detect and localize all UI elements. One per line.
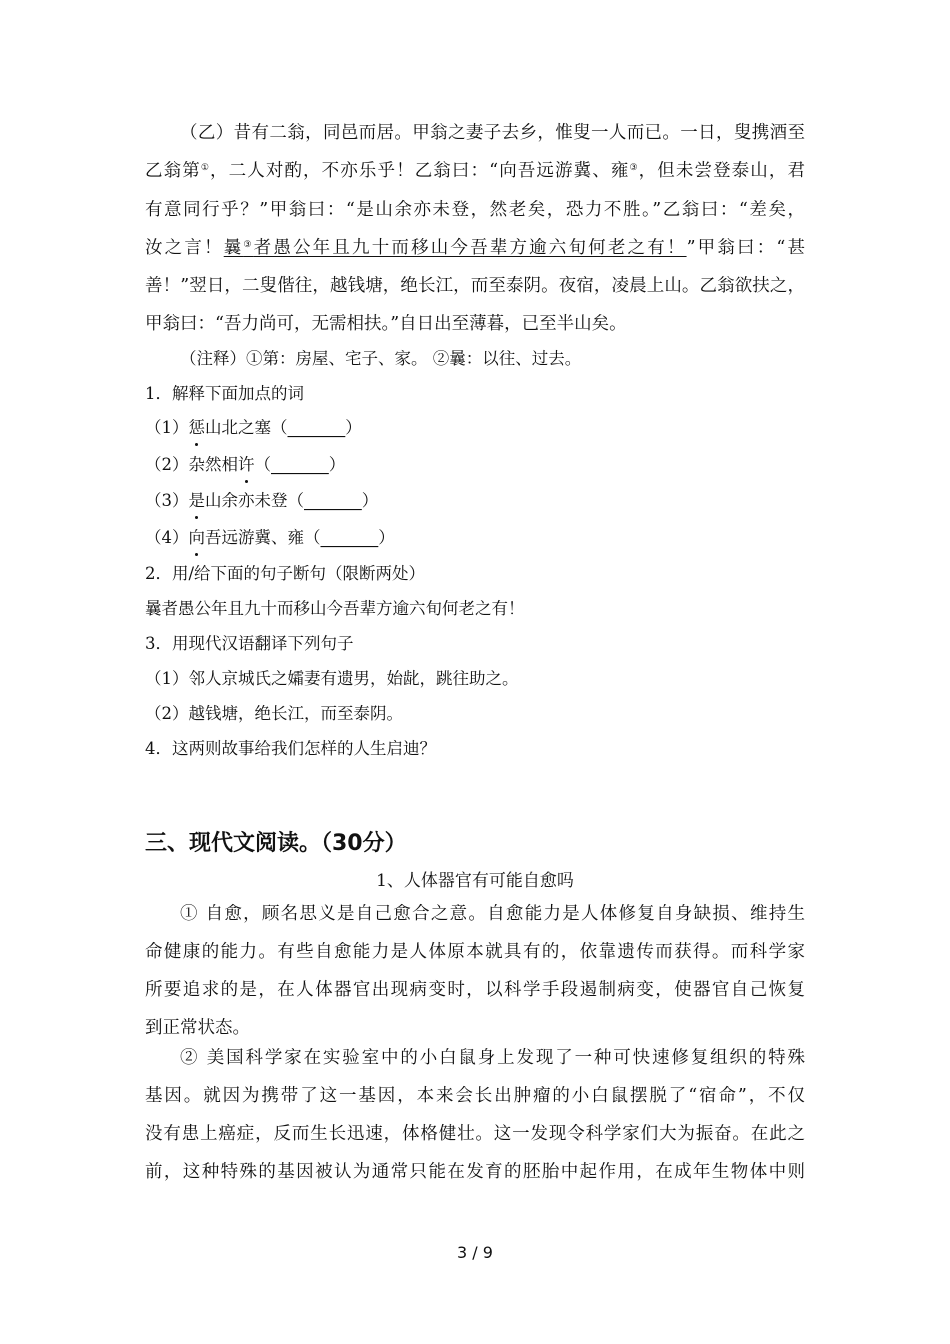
answer-blank[interactable]: _______ <box>287 418 346 437</box>
question-2-text: 曩者愚公年且九十而移山今吾辈方逾六旬何老之有！ <box>145 599 525 618</box>
passage-line: 善！”翌日，二叟偕往，越钱塘，绝长江，而至泰阴。夜宿，凌晨上山。乙翁欲扶之， <box>145 276 805 296</box>
question-1: 1．解释下面加点的词 <box>145 384 304 403</box>
question-2: 2．用/给下面的句子断句（限断两处） <box>145 564 426 583</box>
article-title: 1、人体器官有可能自愈吗 <box>376 871 574 891</box>
question-3-item-1: （1）邻人京城氏之孀妻有遗男，始龀，跳往助之。 <box>145 669 519 688</box>
paragraph-line: 到正常状态。 <box>145 1018 250 1038</box>
paragraph-line: 所要追求的是，在人体器官出现病变时，以科学手段遏制病变，使器官自己恢复 <box>145 980 805 1000</box>
passage-line: 有意同行乎？”甲翁曰：“是山余亦未登，然老矣，恐力不胜。”乙翁曰：“差矣， <box>145 200 805 220</box>
question-3: 3．用现代汉语翻译下列句子 <box>145 634 354 653</box>
paragraph-line: ② 美国科学家在实验室中的小白鼠身上发现了一种可快速修复组织的特殊 <box>180 1048 805 1068</box>
footnote-marker: ③ <box>629 163 639 173</box>
page-number: 3 / 9 <box>457 1243 493 1262</box>
passage-line: 汝之言！曩③者愚公年且九十而移山今吾辈方逾六旬何老之有！”甲翁曰：“甚 <box>145 238 806 258</box>
question-1-item-3: （3）是山余亦未登（_______） <box>145 489 378 513</box>
passage-line: 甲翁曰：“吾力尚可，无需相扶。”自日出至薄暮，已至半山矣。 <box>145 314 627 334</box>
section-heading: 三、现代文阅读。（30分） <box>145 831 407 856</box>
answer-blank[interactable]: _______ <box>320 528 379 547</box>
paragraph-line: 前，这种特殊的基因被认为通常只能在发育的胚胎中起作用，在成年生物体中则 <box>145 1162 805 1182</box>
question-3-item-2: （2）越钱塘，绝长江，而至泰阴。 <box>145 704 403 723</box>
underlined-sentence: 曩③者愚公年且九十而移山今吾辈方逾六旬何老之有！ <box>223 238 687 258</box>
question-4: 4．这两则故事给我们怎样的人生启迪？ <box>145 739 436 758</box>
passage-line: 乙翁第①，二人对酌，不亦乐乎！乙翁曰：“向吾远游冀、雍③，但未尝登泰山，君 <box>145 161 806 181</box>
paragraph-line: 命健康的能力。有些自愈能力是人体原本就具有的，依靠遗传而获得。而科学家 <box>145 942 805 962</box>
answer-blank[interactable]: _______ <box>271 455 329 474</box>
footnote-marker: ③ <box>243 240 254 250</box>
paragraph-line: 基因。就因为携带了这一基因，本来会长出肿瘤的小白鼠摆脱了“宿命”，不仅 <box>145 1086 805 1106</box>
question-1-item-2: （2）杂然相许（_______） <box>145 453 345 477</box>
answer-blank[interactable]: _______ <box>304 491 362 510</box>
dotted-word: 惩 <box>189 416 206 440</box>
passage-line: （乙）昔有二翁，同邑而居。甲翁之妻子去乡，惟叟一人而已。一日，叟携酒至 <box>180 123 805 143</box>
dotted-word: 许 <box>238 453 255 477</box>
dotted-word: 是 <box>189 489 206 513</box>
question-1-item-1: （1）惩山北之塞（_______） <box>145 416 362 440</box>
footnote-marker: ① <box>200 163 211 173</box>
dotted-word: 向 <box>189 526 206 550</box>
paragraph-line: 没有患上癌症，反而生长迅速，体格健壮。这一发现令科学家们大为振奋。在此之 <box>145 1124 805 1144</box>
paragraph-line: ① 自愈，顾名思义是自己愈合之意。自愈能力是人体修复自身缺损、维持生 <box>180 904 805 924</box>
question-1-item-4: （4）向吾远游冀、雍（_______） <box>145 526 395 550</box>
annotation-notes: （注释）①第：房屋、宅子、家。 ②曩：以往、过去。 <box>180 349 582 368</box>
